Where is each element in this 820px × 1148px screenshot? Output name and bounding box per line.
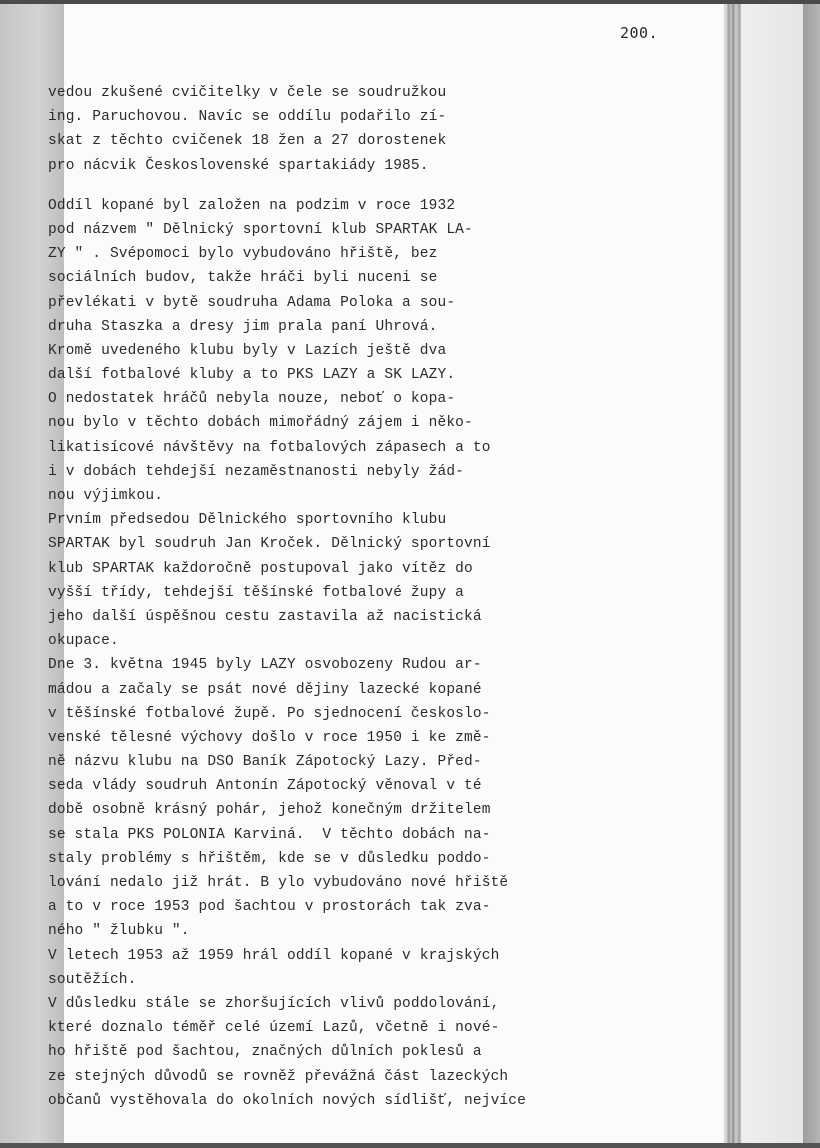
text-line: likatisícové návštěvy na fotbalových zápasech a to [48,439,491,456]
page-number: 200. [620,24,659,42]
text-line: vyšší třídy, tehdejší těšínské fotbalové župy a [48,584,465,601]
typewritten-text [48,81,526,1113]
paragraph-gap [48,178,526,194]
text-line: druha Staszka a dresy jim prala paní Uhrová. [48,318,438,335]
text-line: V letech 1953 až 1959 hrál oddíl kopané v krajských [48,947,500,964]
text-line: soutěžích. [48,971,137,988]
text-line: klub SPARTAK každoročně postupoval jako vítěz do [48,560,473,577]
text-line: ného " žlubku ". [48,923,190,940]
text-line: O nedostatek hráčů nebyla nouze, neboť o kopa- [48,391,456,408]
page-margin-strip [741,0,803,1148]
text-line: sociálních budov, takže hráči byli nuceni se [48,270,438,287]
text-line: jeho další úspěšnou cestu zastavila až nacistická [48,608,482,625]
text-line: Kromě uvedeného klubu byly v Lazích ještě dva [48,342,447,359]
scan-bottom-border [0,1143,820,1148]
text-line: staly problémy s hřištěm, kde se v důsledku poddo- [48,850,491,867]
text-line: Dne 3. května 1945 byly LAZY osvobozeny Rudou ar- [48,657,482,674]
text-line: lování nedalo již hrát. B ylo vybudováno nové hřiště [48,875,509,891]
text-line: i v dobách tehdejší nezaměstnanosti nebyly žád- [48,463,465,480]
text-line: pro nácvik Československé spartakiády 1985. [48,157,429,174]
text-line: v těšínské fotbalové župě. Po sjednocení českoslo- [48,705,491,722]
text-line: nou bylo v těchto dobách mimořádný zájem i něko- [48,415,473,432]
text-line: ZY " . Svépomoci bylo vybudováno hřiště, bez [48,246,438,263]
paragraph [48,81,526,178]
paragraph [48,194,526,1113]
text-line: ing. Paruchovou. Navíc se oddílu podařilo zí- [48,109,447,126]
text-line: skat z těchto cvičenek 18 žen a 27 dorostenek [48,133,447,150]
text-line: další fotbalové kluby a to PKS LAZY a SK LAZY. [48,367,456,384]
text-line: vedou zkušené cvičitelky v čele se soudružkou [48,85,447,101]
text-line: které doznalo téměř celé území Lazů, včetně i nové- [48,1020,500,1037]
text-line: občanů vystěhovala do okolních nových sídlišť, nejvíce [48,1092,526,1109]
text-line: Oddíl kopané byl založen na podzim v roce 1932 [48,197,456,214]
text-line: převlékati v bytě soudruha Adama Poloka a sou- [48,294,456,311]
text-line: a to v roce 1953 pod šachtou v prostorách tak zva- [48,899,491,916]
text-line: ho hřiště pod šachtou, značných důlních poklesů a [48,1044,482,1061]
book-edge [803,0,820,1148]
scan-top-border [0,0,820,4]
text-line: době osobně krásný pohár, jehož konečným držitelem [48,802,491,819]
text-line: ně názvu klubu na DSO Baník Zápotocký Lazy. Před- [48,754,482,771]
binding-edge [727,0,741,1148]
text-line: V důsledku stále se zhoršujících vlivů poddolování, [48,995,500,1012]
text-line: okupace. [48,633,119,650]
text-line: SPARTAK byl soudruh Jan Kroček. Dělnický sportovní [48,536,491,553]
text-line: mádou a začaly se psát nové dějiny lazecké kopané [48,681,482,698]
text-line: nou výjimkou. [48,488,164,504]
text-line: se stala PKS POLONIA Karviná. V těchto dobách na- [48,826,491,843]
text-line: ze stejných důvodů se rovněž převážná část lazeckých [48,1068,509,1085]
text-line: venské tělesné výchovy došlo v roce 1950 i ke změ- [48,729,491,746]
text-line: pod názvem " Dělnický sportovní klub SPARTAK LA- [48,221,473,238]
text-line: Prvním předsedou Dělnického sportovního klubu [48,512,447,529]
text-line: seda vlády soudruh Antonín Zápotocký věnoval v té [48,778,482,795]
